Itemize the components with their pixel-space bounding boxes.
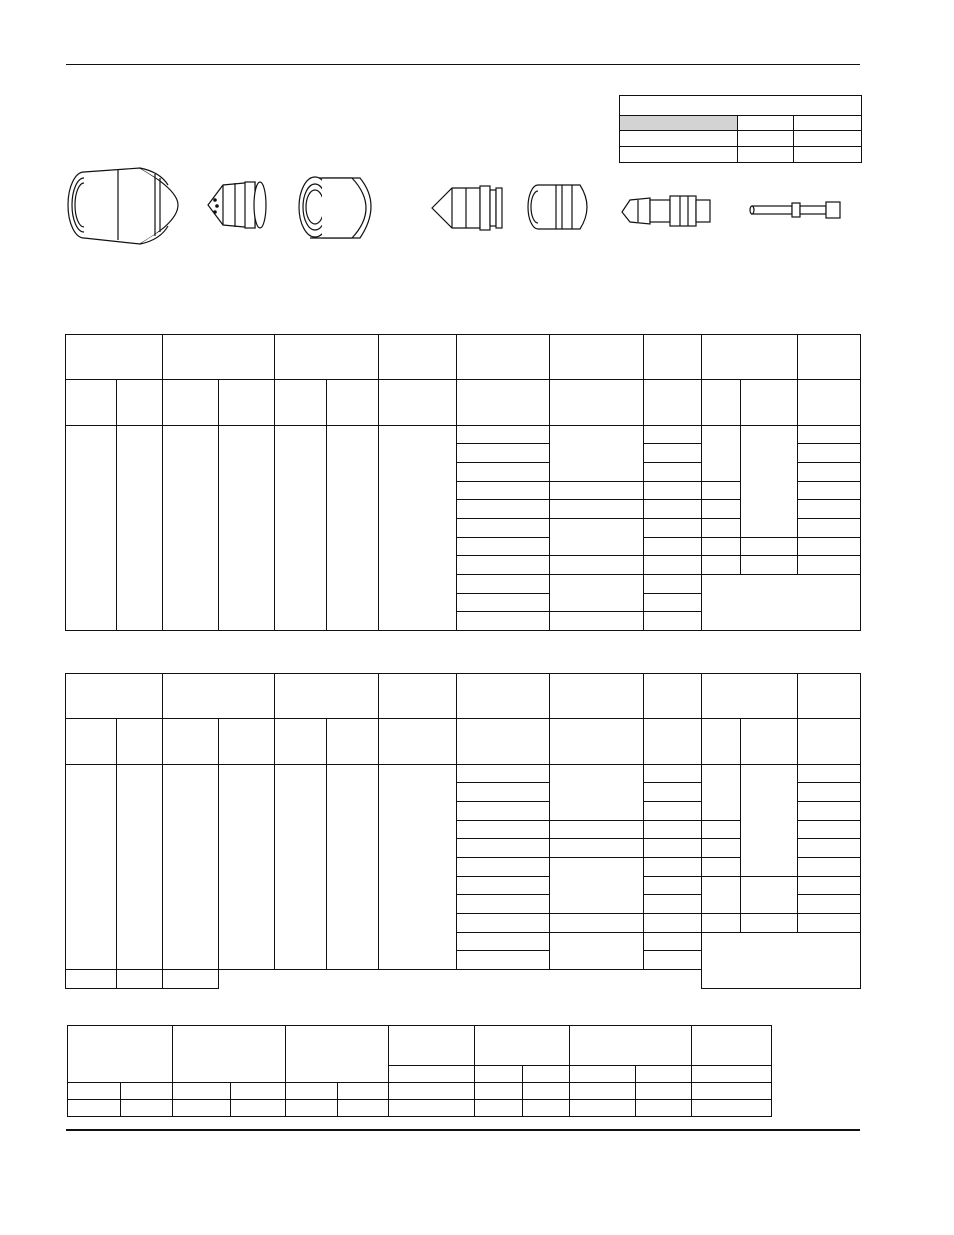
data-cell <box>523 1083 570 1100</box>
subheader-cell <box>741 380 798 426</box>
cut-chart-table-1 <box>65 334 861 631</box>
data-cell <box>379 426 457 631</box>
subheader-cell <box>550 380 644 426</box>
data-cell <box>286 1083 338 1100</box>
data-cell <box>798 802 861 821</box>
data-cell <box>219 426 275 631</box>
data-cell <box>379 765 457 970</box>
data-cell <box>644 858 702 877</box>
header-cell <box>692 1026 772 1066</box>
header-cell <box>275 674 379 719</box>
data-cell <box>798 783 861 802</box>
data-cell <box>644 877 702 895</box>
data-cell <box>644 933 702 951</box>
data-cell <box>741 538 798 556</box>
data-cell <box>457 802 550 821</box>
data-cell <box>457 426 550 444</box>
header-cell <box>644 335 702 380</box>
subheader-cell <box>327 380 379 426</box>
data-cell <box>550 556 644 575</box>
data-cell <box>644 895 702 914</box>
subheader-cell <box>702 719 741 765</box>
header-cell <box>475 1026 570 1066</box>
subheader-cell <box>327 719 379 765</box>
subheader-cell <box>389 1066 475 1083</box>
header-rule <box>66 64 860 65</box>
subheader-cell <box>117 380 163 426</box>
subheader-cell <box>475 1066 523 1083</box>
data-cell <box>121 1100 173 1117</box>
data-cell <box>389 1083 475 1100</box>
data-cell <box>457 500 550 519</box>
data-cell <box>457 765 550 783</box>
data-cell <box>163 970 219 989</box>
water-tube-icon <box>750 202 840 218</box>
header-cell <box>702 335 798 380</box>
data-cell <box>327 765 379 970</box>
data-cell <box>798 895 861 914</box>
footer-rule <box>66 1129 860 1131</box>
data-cell <box>702 575 861 631</box>
data-cell <box>644 914 702 933</box>
data-cell <box>121 1083 173 1100</box>
subheader-cell <box>644 380 702 426</box>
data-cell <box>550 575 644 612</box>
data-cell <box>702 839 741 858</box>
data-cell <box>702 426 741 482</box>
data-cell <box>457 858 550 877</box>
data-cell <box>644 463 702 482</box>
header-cell <box>457 674 550 719</box>
data-cell <box>644 538 702 556</box>
data-cell <box>644 951 702 970</box>
header-cell <box>644 674 702 719</box>
data-cell <box>523 1100 570 1117</box>
data-cell <box>550 519 644 556</box>
data-cell <box>798 538 861 556</box>
data-cell <box>644 783 702 802</box>
data-cell <box>219 765 275 970</box>
data-cell <box>570 1100 636 1117</box>
data-cell <box>338 1083 389 1100</box>
data-cell <box>550 839 644 858</box>
legend-shaded-cell <box>620 116 738 131</box>
data-cell <box>66 765 117 970</box>
data-cell <box>117 765 163 970</box>
cut-chart-table-2 <box>65 673 861 989</box>
data-cell <box>741 914 798 933</box>
data-cell <box>644 500 702 519</box>
header-cell <box>570 1026 692 1066</box>
data-cell <box>457 895 550 914</box>
data-cell <box>798 482 861 500</box>
data-cell <box>636 1083 692 1100</box>
data-cell <box>702 482 741 500</box>
data-cell <box>644 839 702 858</box>
header-cell <box>702 674 798 719</box>
data-cell <box>741 765 798 877</box>
header-cell <box>798 335 861 380</box>
subheader-cell <box>275 719 327 765</box>
data-cell <box>798 519 861 538</box>
cut-chart-table-3 <box>67 1025 772 1117</box>
data-cell <box>741 877 798 914</box>
data-cell <box>457 594 550 612</box>
data-cell <box>644 519 702 538</box>
data-cell <box>457 877 550 895</box>
data-cell <box>231 1083 286 1100</box>
subheader-cell <box>523 1066 570 1083</box>
legend-cell <box>620 131 738 147</box>
data-cell <box>163 426 219 631</box>
subheader-cell <box>275 380 327 426</box>
data-cell <box>741 426 798 538</box>
subheader-cell <box>636 1066 692 1083</box>
subheader-cell <box>798 719 861 765</box>
data-cell <box>702 914 741 933</box>
data-cell <box>117 426 163 631</box>
data-cell <box>644 444 702 463</box>
header-cell <box>457 335 550 380</box>
header-cell <box>286 1026 389 1083</box>
data-cell <box>644 821 702 839</box>
data-cell <box>798 444 861 463</box>
shield-cap-icon <box>208 182 266 228</box>
data-cell <box>550 858 644 914</box>
subheader-cell <box>219 380 275 426</box>
subheader-cell <box>457 719 550 765</box>
data-cell <box>798 500 861 519</box>
data-cell <box>644 765 702 783</box>
header-cell <box>379 335 457 380</box>
data-cell <box>798 426 861 444</box>
data-cell <box>550 914 644 933</box>
data-cell <box>68 1100 121 1117</box>
data-cell <box>286 1100 338 1117</box>
legend-cell <box>738 116 794 131</box>
data-cell <box>798 858 861 877</box>
subheader-cell <box>379 719 457 765</box>
data-cell <box>457 519 550 538</box>
data-cell <box>702 500 741 519</box>
data-cell <box>475 1100 523 1117</box>
header-cell <box>798 674 861 719</box>
header-cell <box>163 674 275 719</box>
subheader-cell <box>163 380 219 426</box>
data-cell <box>702 765 741 821</box>
data-cell <box>798 821 861 839</box>
data-cell <box>702 519 741 538</box>
data-cell <box>275 426 327 631</box>
data-cell <box>644 482 702 500</box>
data-cell <box>798 463 861 482</box>
header-cell <box>389 1026 475 1066</box>
subheader-cell <box>66 380 117 426</box>
data-cell <box>457 951 550 970</box>
data-cell <box>457 933 550 951</box>
subheader-cell <box>219 719 275 765</box>
subheader-cell <box>644 719 702 765</box>
data-cell <box>457 444 550 463</box>
data-cell <box>457 821 550 839</box>
data-cell <box>338 1100 389 1117</box>
header-cell <box>163 335 275 380</box>
data-cell <box>457 556 550 575</box>
header-cell <box>66 674 163 719</box>
data-cell <box>644 594 702 612</box>
data-cell <box>173 1083 231 1100</box>
electrode-icon <box>622 196 710 226</box>
data-cell <box>457 538 550 556</box>
data-cell <box>457 463 550 482</box>
data-cell <box>570 1083 636 1100</box>
data-cell <box>389 1100 475 1117</box>
data-cell <box>173 1100 231 1117</box>
data-cell <box>550 933 644 970</box>
data-cell <box>550 500 644 519</box>
subheader-cell <box>163 719 219 765</box>
header-cell <box>68 1026 173 1083</box>
data-cell <box>66 970 117 989</box>
subheader-cell <box>702 380 741 426</box>
data-cell <box>702 556 741 575</box>
data-cell <box>798 556 861 575</box>
retaining-cap-icon <box>299 177 371 238</box>
data-cell <box>550 765 644 821</box>
data-cell <box>644 575 702 594</box>
data-cell <box>702 858 741 877</box>
data-cell <box>475 1083 523 1100</box>
legend-title <box>620 96 862 116</box>
data-cell <box>798 914 861 933</box>
data-cell <box>550 426 644 482</box>
swirl-ring-icon <box>528 185 587 229</box>
data-cell <box>644 612 702 631</box>
data-cell <box>798 877 861 895</box>
data-cell <box>692 1083 772 1100</box>
legend-cell <box>794 116 862 131</box>
data-cell <box>457 783 550 802</box>
subheader-cell <box>741 719 798 765</box>
data-cell <box>798 839 861 858</box>
shield-icon <box>68 168 178 244</box>
data-cell <box>327 426 379 631</box>
data-cell <box>636 1100 692 1117</box>
data-cell <box>457 914 550 933</box>
header-cell <box>275 335 379 380</box>
subheader-cell <box>457 380 550 426</box>
data-cell <box>550 821 644 839</box>
data-cell <box>644 802 702 821</box>
subheader-cell <box>117 719 163 765</box>
data-cell <box>644 556 702 575</box>
data-cell <box>117 970 163 989</box>
data-cell <box>231 1100 286 1117</box>
data-cell <box>457 482 550 500</box>
data-cell <box>798 765 861 783</box>
data-cell <box>550 482 644 500</box>
legend-cell <box>794 131 862 147</box>
subheader-cell <box>692 1066 772 1083</box>
subheader-cell <box>379 380 457 426</box>
data-cell <box>644 426 702 444</box>
data-cell <box>457 839 550 858</box>
header-cell <box>379 674 457 719</box>
legend-cell <box>738 131 794 147</box>
subheader-cell <box>66 719 117 765</box>
data-cell <box>66 426 117 631</box>
data-cell <box>702 933 861 989</box>
subheader-cell <box>570 1066 636 1083</box>
header-cell <box>66 335 163 380</box>
consumable-parts-illustration <box>60 160 860 260</box>
data-cell <box>68 1083 121 1100</box>
data-cell <box>692 1100 772 1117</box>
data-cell <box>275 765 327 970</box>
subheader-cell <box>798 380 861 426</box>
data-cell <box>457 575 550 594</box>
data-cell <box>702 877 741 914</box>
subheader-cell <box>550 719 644 765</box>
legend-table <box>619 95 862 163</box>
data-cell <box>457 612 550 631</box>
data-cell <box>741 556 798 575</box>
nozzle-icon <box>432 186 502 230</box>
data-cell <box>702 821 741 839</box>
header-cell <box>550 335 644 380</box>
header-cell <box>550 674 644 719</box>
header-cell <box>173 1026 286 1083</box>
data-cell <box>550 612 644 631</box>
data-cell <box>702 538 741 556</box>
data-cell <box>163 765 219 970</box>
